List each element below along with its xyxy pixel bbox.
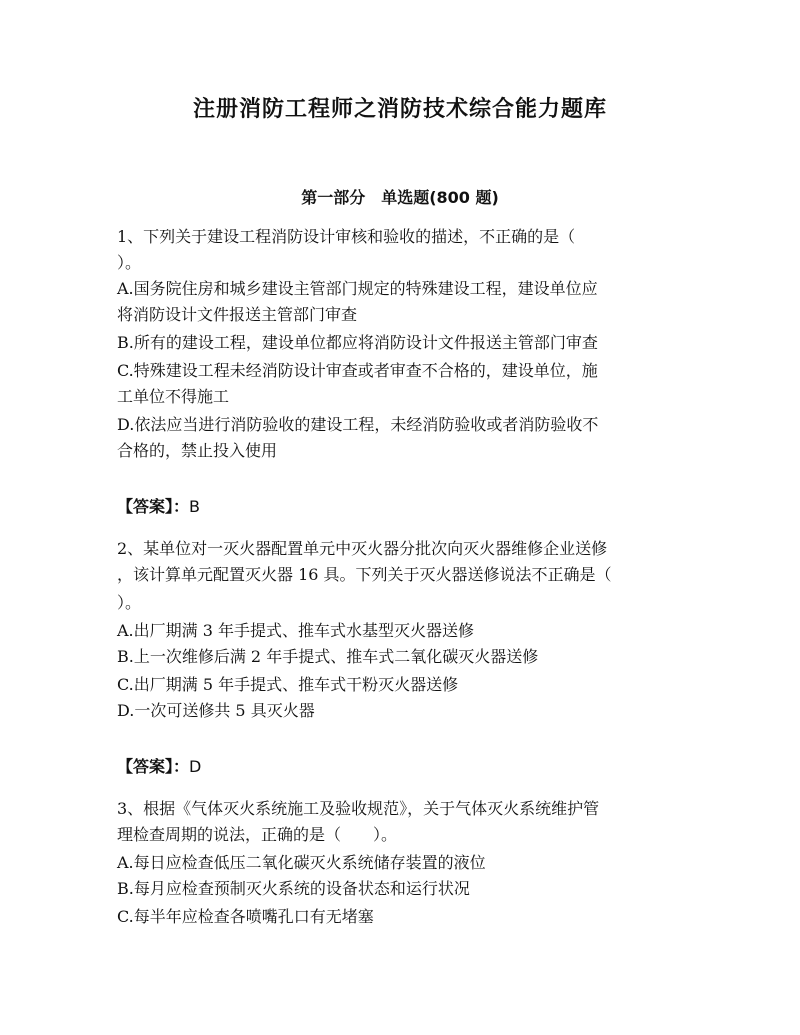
question-1-option-a-line-2: 将消防设计文件报送主管部门审查 [117, 305, 358, 324]
question-1-answer [117, 497, 687, 517]
question-1-stem-line-2: ）。 [117, 253, 142, 272]
question-3-stem-line-2: 理检查周期的说法，正确的是（ ）。 [117, 825, 398, 844]
question-1-option-c-line-1: C.特殊建设工程未经消防设计审查或者审查不合格的，建设单位，施 [117, 361, 598, 380]
answer-label: 【答案】： [117, 497, 190, 516]
question-2-stem-line-1: 2、某单位对一灭火器配置单元中灭火器分批次向灭火器维修企业送修 [117, 539, 608, 558]
document-title: 注册消防工程师之消防技术综合能力题库 [192, 97, 607, 122]
answer-value: B [189, 497, 200, 516]
question-2-option-b: B.上一次维修后满 2 年手提式、推车式二氧化碳灭火器送修 [117, 647, 539, 666]
answer-value: D [189, 757, 202, 776]
question-2-option-a: A.出厂期满 3 年手提式、推车式水基型灭火器送修 [117, 621, 474, 640]
answer-label: 【答案】： [117, 757, 190, 776]
question-2-answer [117, 757, 687, 777]
question-2-stem-line-2: ，该计算单元配置灭火器 16 具。下列关于灭火器送修说法不正确是（ [117, 565, 612, 584]
question-1-option-d-line-1: D.依法应当进行消防验收的建设工程，未经消防验收或者消防验收不 [117, 415, 599, 434]
question-3-option-b: B.每月应检查预制灭火系统的设备状态和运行状况 [117, 879, 470, 898]
question-3-stem-line-1: 3、根据《气体灭火系统施工及验收规范》，关于气体灭火系统维护管 [117, 799, 600, 818]
question-2-stem-line-3: ）。 [117, 593, 142, 612]
question-3-option-c: C.每半年应检查各喷嘴孔口有无堵塞 [117, 907, 374, 926]
question-1-stem-line-1: 1、下列关于建设工程消防设计审核和验收的描述，不正确的是（ [117, 227, 576, 246]
question-2-option-d: D.一次可送修共 5 具灭火器 [117, 701, 315, 720]
question-2-option-c: C.出厂期满 5 年手提式、推车式干粉灭火器送修 [117, 675, 459, 694]
question-1-option-c-line-2: 工单位不得施工 [117, 387, 230, 406]
question-3-option-a: A.每日应检查低压二氧化碳灭火系统储存装置的液位 [117, 853, 486, 872]
question-1-option-b: B.所有的建设工程，建设单位都应将消防设计文件报送主管部门审查 [117, 333, 598, 352]
section-heading: 第一部分 单选题(800 题) [301, 188, 499, 207]
question-1-option-a-line-1: A.国务院住房和城乡建设主管部门规定的特殊建设工程，建设单位应 [117, 279, 598, 298]
question-1-option-d-line-2: 合格的，禁止投入使用 [117, 441, 278, 460]
